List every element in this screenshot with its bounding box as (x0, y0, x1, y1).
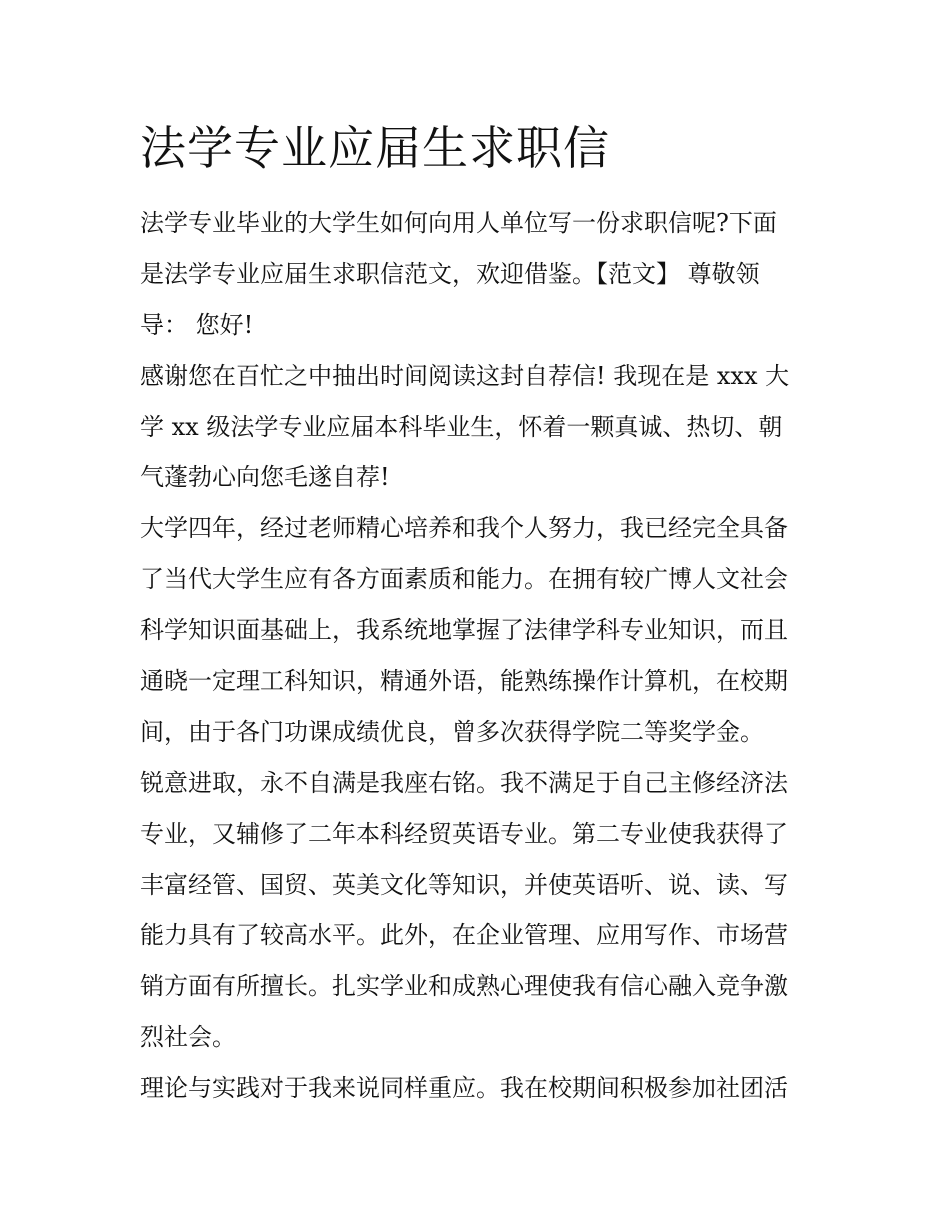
paragraph-intro (140, 198, 812, 351)
text-line: 能力具有了较高水平。此外，在企业管理、应用写作、市场营 (140, 921, 788, 950)
text-line: 通晓一定理工科知识，精通外语，能熟练操作计算机，在校期 (140, 667, 788, 696)
text-line: 理论与实践对于我来说同样重应。我在校期间积极参加社团活 (140, 1074, 788, 1103)
text-line: 了当代大学生应有各方面素质和能力。在拥有较广博人文社会 (140, 565, 788, 594)
text-line: 丰富经管、国贸、英美文化等知识，并使英语听、说、读、写 (140, 870, 788, 899)
document-body (140, 198, 812, 1114)
text-line: 是法学专业应届生求职信范文，欢迎借鉴。【范文】 尊敬领 (140, 259, 760, 288)
text-line: 大学四年，经过老师精心培养和我个人努力，我已经完全具备 (140, 514, 788, 543)
paragraph-self-introduction (140, 351, 812, 504)
text-line: 间，由于各门功课成绩优良，曾多次获得学院二等奖学金。 (140, 717, 764, 746)
paragraph-theory-practice (140, 1063, 812, 1114)
text-line: 专业，又辅修了二年本科经贸英语专业。第二专业使我获得了 (140, 819, 788, 848)
paragraph-university-years (140, 503, 812, 757)
paragraph-motto (140, 758, 812, 1063)
text-line: 科学知识面基础上，我系统地掌握了法律学科专业知识，而且 (140, 616, 788, 645)
text-line: 法学专业毕业的大学生如何向用人单位写一份求职信呢?下面 (140, 209, 777, 237)
text-line: 销方面有所擅长。扎实学业和成熟心理使我有信心融入竞争激 (140, 972, 788, 1001)
document-title: 法学专业应届生求职信 (140, 121, 610, 175)
text-line: 感谢您在百忙之中抽出时间阅读这封自荐信! 我现在是 xxx 大 (140, 361, 790, 390)
text-line: 气蓬勃心向您毛遂自荐! (140, 463, 390, 492)
text-line: 导： 您好! (140, 310, 254, 339)
text-line: 烈社会。 (140, 1023, 236, 1052)
text-line: 学 xx 级法学专业应届本科毕业生，怀着一颗真诚、热切、朝 (140, 412, 783, 441)
text-line: 锐意进取，永不自满是我座右铭。我不满足于自己主修经济法 (140, 768, 788, 797)
